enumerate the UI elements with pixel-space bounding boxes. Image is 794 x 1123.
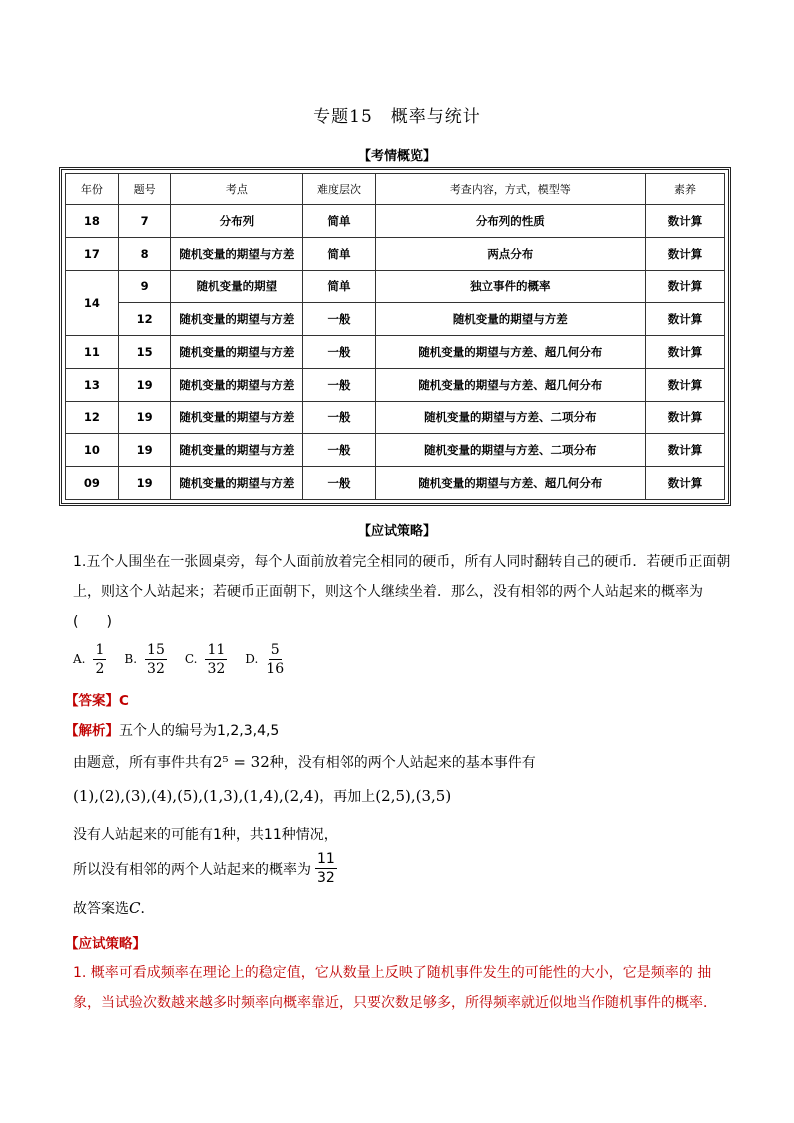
table-cell: 随机变量的期望与方差、超几何分布 xyxy=(375,368,645,401)
table-cell: 随机变量的期望与方差 xyxy=(375,303,645,336)
table-cell: 7 xyxy=(118,205,171,238)
table-cell: 12 xyxy=(118,303,171,336)
table-cell: 数计算 xyxy=(645,205,724,238)
numerator: 11 xyxy=(317,851,335,867)
denominator: 2 xyxy=(95,660,105,677)
options-row xyxy=(73,637,302,681)
denominator: 32 xyxy=(207,660,226,677)
strategy-tag: 【应试策略】 xyxy=(65,936,146,952)
table-cell: 19 xyxy=(118,467,171,500)
table-cell: 数计算 xyxy=(645,434,724,467)
option-b xyxy=(124,641,166,678)
table-row xyxy=(66,205,725,238)
table-cell: 10 xyxy=(66,434,119,467)
column-header: 考查内容，方式，模型等 xyxy=(375,174,645,205)
numerator: 11 xyxy=(207,641,226,658)
analysis-text: 所以没有相邻的两个人站起来的概率为 xyxy=(73,861,311,878)
table-cell: 分布列的性质 xyxy=(375,205,645,238)
result-fraction xyxy=(315,850,337,887)
column-header: 题号 xyxy=(118,174,171,205)
table-cell: 随机变量的期望与方差 xyxy=(171,303,303,336)
option-a xyxy=(73,641,106,678)
option-fraction xyxy=(93,641,106,678)
table-cell: 随机变量的期望 xyxy=(171,270,303,303)
numerator: 5 xyxy=(270,641,280,658)
table-cell: 一般 xyxy=(303,401,375,434)
table-row xyxy=(66,368,725,401)
option-c xyxy=(185,641,227,678)
analysis-text: ． xyxy=(140,901,155,917)
table-cell: 独立事件的概率 xyxy=(375,270,645,303)
table-cell: 一般 xyxy=(303,303,375,336)
option-fraction xyxy=(205,641,227,678)
table-cell: 19 xyxy=(118,401,171,434)
table-cell: 数计算 xyxy=(645,237,724,270)
table-cell: 分布列 xyxy=(171,205,303,238)
option-label: B. xyxy=(124,652,138,666)
table-row xyxy=(66,336,725,369)
table-cell: 简单 xyxy=(303,270,375,303)
table-cell: 数计算 xyxy=(645,270,724,303)
analysis-line-2 xyxy=(73,752,536,772)
analysis-line-1 xyxy=(65,719,279,740)
table-cell: 随机变量的期望与方差、二项分布 xyxy=(375,401,645,434)
table-cell: 19 xyxy=(118,434,171,467)
table-cell: 09 xyxy=(66,467,119,500)
option-label: C. xyxy=(184,652,198,666)
math-expression: (2,5),(3,5) xyxy=(375,787,452,805)
math-expression: (1),(2),(3),(4),(5),(1,3),(1,4),(2,4) xyxy=(73,787,320,805)
table-cell: 一般 xyxy=(303,368,375,401)
analysis-text: 由题意，所有事件共有 xyxy=(73,755,213,771)
page-title: 专题15 概率与统计 xyxy=(313,107,481,127)
table-row xyxy=(66,270,725,303)
table-cell: 数计算 xyxy=(645,368,724,401)
table-cell: 一般 xyxy=(303,467,375,500)
analysis-text: ，再加上 xyxy=(319,789,376,805)
option-d xyxy=(245,641,284,678)
table-cell: 12 xyxy=(66,401,119,434)
analysis-line-3 xyxy=(73,786,451,806)
analysis-text: 种，没有相邻的两个人站起来的基本事件有 xyxy=(269,755,536,771)
option-fraction xyxy=(266,641,284,678)
table-cell: 11 xyxy=(66,336,119,369)
table-row xyxy=(66,467,725,500)
table-cell: 随机变量的期望与方差 xyxy=(171,237,303,270)
table-cell: 9 xyxy=(118,270,171,303)
table-cell: 数计算 xyxy=(645,303,724,336)
table-cell: 两点分布 xyxy=(375,237,645,270)
section-heading-overview: 【考情概览】 xyxy=(357,149,436,164)
table-cell: 随机变量的期望与方差、超几何分布 xyxy=(375,467,645,500)
table-cell: 简单 xyxy=(303,237,375,270)
table-cell: 18 xyxy=(66,205,119,238)
table-cell: 随机变量的期望与方差 xyxy=(171,467,303,500)
answer-line xyxy=(65,689,129,709)
table-cell: 17 xyxy=(66,237,119,270)
answer-tag: 【答案】 xyxy=(65,693,119,709)
numerator: 15 xyxy=(147,641,165,658)
column-header: 考点 xyxy=(171,174,303,205)
table-row xyxy=(66,237,725,270)
option-fraction xyxy=(145,641,167,678)
answer-value: C xyxy=(119,693,129,709)
table-cell: 一般 xyxy=(303,434,375,467)
section-heading-strategy: 【应试策略】 xyxy=(357,524,436,539)
table-cell: 14 xyxy=(66,270,119,336)
table-cell: 随机变量的期望与方差、二项分布 xyxy=(375,434,645,467)
table-cell: 随机变量的期望与方差、超几何分布 xyxy=(375,336,645,369)
table-cell: 随机变量的期望与方差 xyxy=(171,368,303,401)
numerator: 1 xyxy=(95,641,105,658)
option-label: A. xyxy=(73,652,86,666)
math-expression: C xyxy=(129,899,141,917)
analysis-text: 五个人的编号为1,2,3,4,5 xyxy=(119,723,280,739)
math-expression: 2⁵ = 32 xyxy=(213,753,270,771)
table-cell: 15 xyxy=(118,336,171,369)
overview-table-frame xyxy=(59,167,731,506)
table-cell: 随机变量的期望与方差 xyxy=(171,434,303,467)
table-cell: 一般 xyxy=(303,336,375,369)
denominator: 32 xyxy=(147,660,165,677)
table-cell: 13 xyxy=(66,368,119,401)
table-row xyxy=(66,401,725,434)
analysis-tag: 【解析】 xyxy=(65,723,119,739)
table-cell: 随机变量的期望与方差 xyxy=(171,401,303,434)
strategy-text: 1. 概率可看成频率在理论上的稳定值，它从数量上反映了随机事件发生的可能性的大小，它是频率的 抽象，当试验次数越来越多时频率向概率靠近，只要次数足够多，所得频率就近似地当作随机事件的概率． xyxy=(73,965,717,1011)
table-cell: 数计算 xyxy=(645,401,724,434)
question-text: 1.五个人围坐在一张圆桌旁，每个人面前放着完全相同的硬币，所有人同时翻转自己的硬币．若硬币正面朝上，则这个人站起来；若硬币正面朝下，则这个人继续坐着．那么，没有相邻的两个人站起来的概率为 xyxy=(73,554,731,600)
table-cell: 简单 xyxy=(303,205,375,238)
table-cell: 19 xyxy=(118,368,171,401)
denominator: 16 xyxy=(266,660,285,677)
answer-paren: ( ) xyxy=(73,614,112,630)
analysis-line-5 xyxy=(73,850,337,887)
overview-table xyxy=(65,173,725,500)
table-cell: 随机变量的期望与方差 xyxy=(171,336,303,369)
denominator: 32 xyxy=(317,870,335,886)
column-header: 难度层次 xyxy=(303,174,375,205)
analysis-line-4: 没有人站起来的可能有1种，共11种情况， xyxy=(73,827,338,843)
option-label: D. xyxy=(245,652,259,666)
analysis-line-6 xyxy=(73,898,154,918)
table-header-row xyxy=(66,174,725,205)
column-header: 年份 xyxy=(66,174,119,205)
table-cell: 数计算 xyxy=(645,467,724,500)
analysis-text: 故答案选 xyxy=(73,901,129,917)
table-cell: 数计算 xyxy=(645,336,724,369)
table-row xyxy=(66,303,725,336)
table-cell: 8 xyxy=(118,237,171,270)
question-stem xyxy=(73,547,733,637)
table-row xyxy=(66,434,725,467)
column-header: 素养 xyxy=(645,174,724,205)
